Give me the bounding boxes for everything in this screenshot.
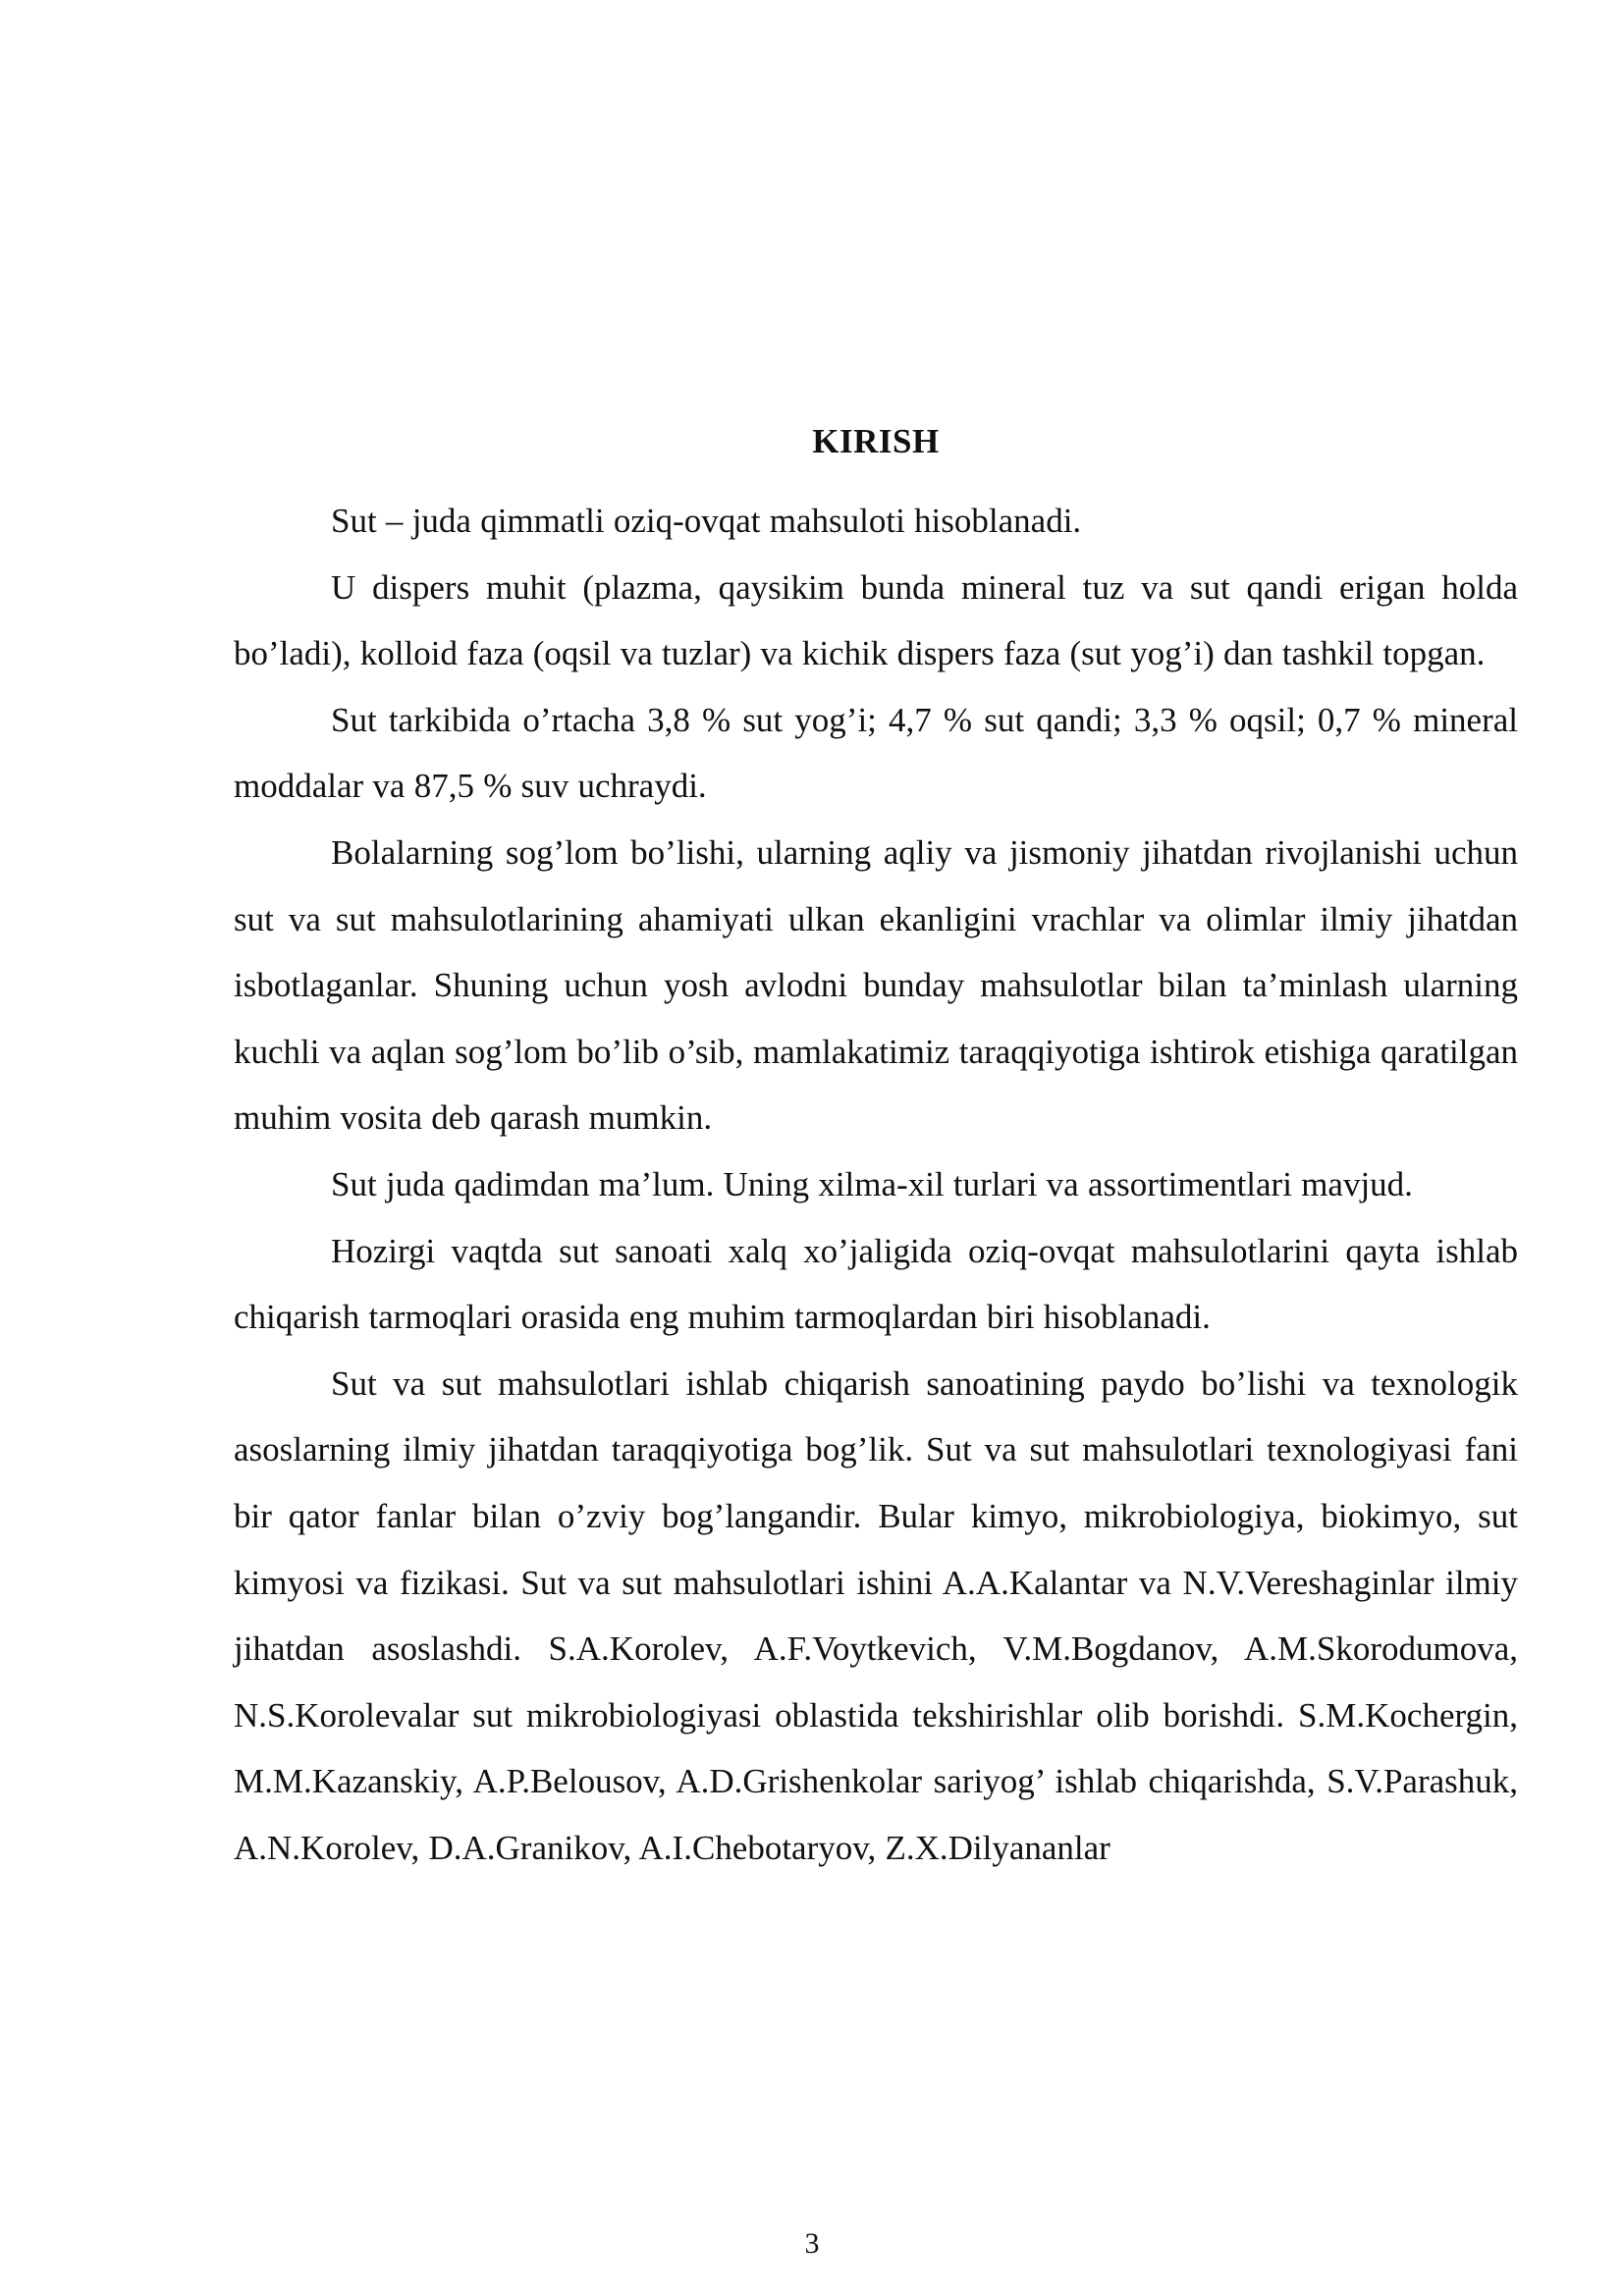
paragraph-6: Hozirgi vaqtda sut sanoati xalq xo’jaligida oziq-ovqat mahsulotlarini qayta ishlab chiqarish tarmoqlari orasida eng muhim tarmoqlardan biri hisoblanadi. <box>234 1231 1518 1337</box>
body-text <box>234 488 1518 1881</box>
paragraph-4: Bolalarning sog’lom bo’lishi, ularning aqliy va jismoniy jihatdan rivojlanishi uchun sut va sut mahsulotlarining ahamiyati ulkan ekanligini vrachlar va olimlar ilmiy jihatdan isbotlaganlar. Shuning uchun yosh avlodni bunday mahsulotlar bilan ta’minlash ularning kuchli va aqlan sog’lom bo’lib o’sib, mamlakatimiz taraqqiyotiga ishtirok etishiga qaratilgan muhim vosita deb qarash mumkin. <box>234 832 1518 1138</box>
page-number: 3 <box>804 2227 820 2260</box>
paragraph-2: U dispers muhit (plazma, qaysikim bunda mineral tuz va sut qandi erigan holda bo’ladi), kolloid faza (oqsil va tuzlar) va kichik dispers faza (sut yog’i) dan tashkil topgan. <box>234 567 1518 673</box>
section-title: KIRISH <box>812 422 940 460</box>
paragraph-7: Sut va sut mahsulotlari ishlab chiqarish sanoatining paydo bo’lishi va texnologik asoslarning ilmiy jihatdan taraqqiyotiga bog’lik. Sut va sut mahsulotlari texnologiyasi fani bir qator fanlar bilan o’zviy bog’langandir. Bular kimyo, mikrobiologiya, biokimyo, sut kimyosi va fizikasi. Sut va sut mahsulotlari ishini A.A.Kalantar va N.V.Vereshaginlar ilmiy jihatdan asoslashdi. S.A.Korolev, A.F.Voytkevich, V.M.Bogdanov, A.M.Skorodumova, N.S.Korolevalar sut mikrobiologiyasi oblastida tekshirishlar olib borishdi. S.M.Kochergin, M.M.Kazanskiy, A.P.Belousov, A.D.Grishenkolar sariyog’ ishlab chiqarishda, S.V.Parashuk, A.N.Korolev, D.A.Granikov, A.I.Chebotaryov, Z.X.Dilyananlar <box>234 1363 1518 1867</box>
paragraph-5: Sut juda qadimdan ma’lum. Uning xilma-xil turlari va assortimentlari mavjud. <box>331 1164 1413 1203</box>
paragraph-1: Sut – juda qimmatli oziq-ovqat mahsuloti hisoblanadi. <box>331 502 1082 540</box>
paragraph-3: Sut tarkibida o’rtacha 3,8 % sut yog’i; 4,7 % sut qandi; 3,3 % oqsil; 0,7 % mineral moddalar va 87,5 % suv uchraydi. <box>234 700 1518 806</box>
document-page <box>234 0 1518 2296</box>
